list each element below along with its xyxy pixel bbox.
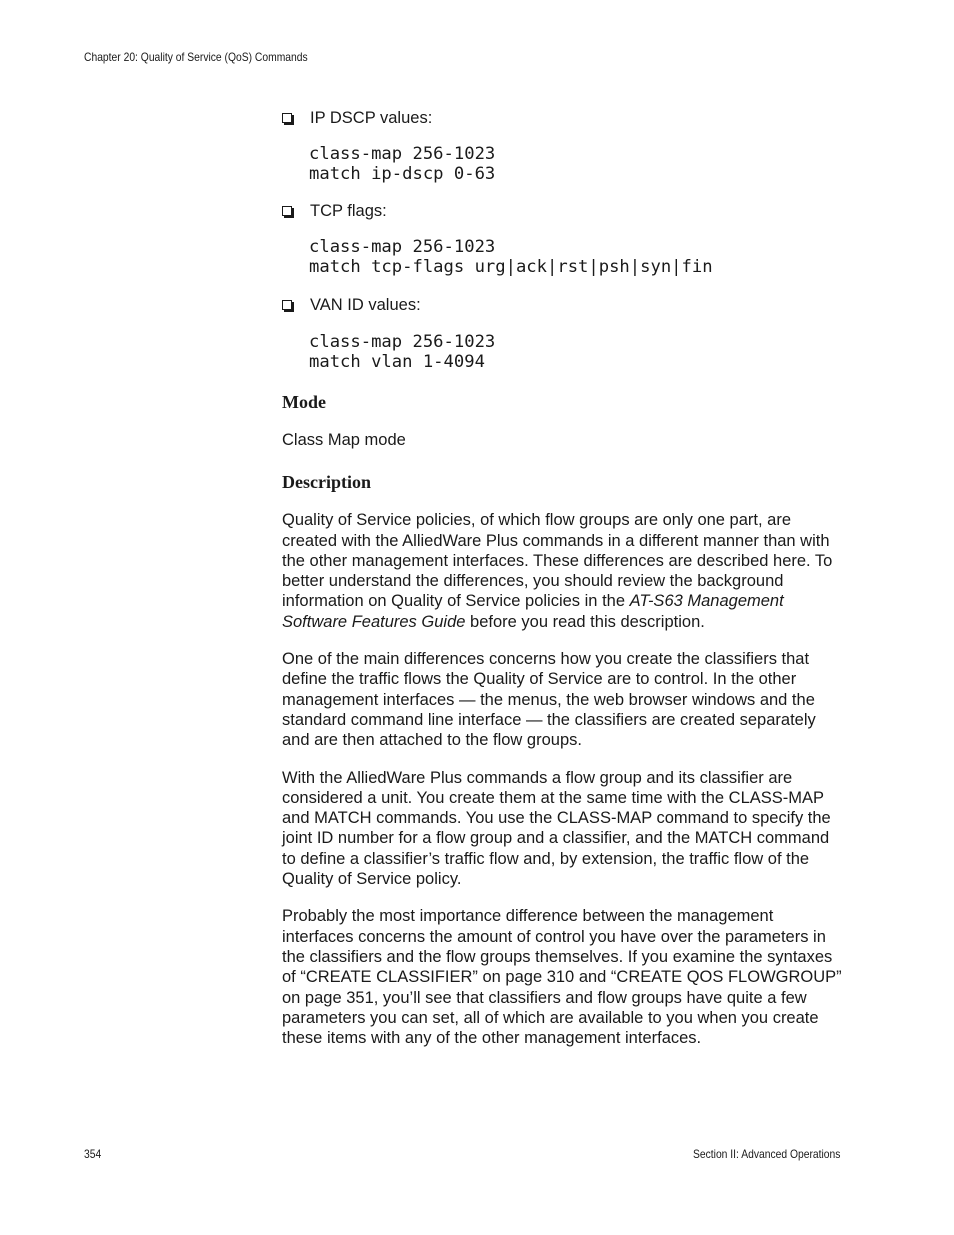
code-line: match ip-dscp 0-63 bbox=[309, 164, 496, 184]
code-block bbox=[309, 237, 842, 277]
guide-title: AT-S63 Management Software Features Guide bbox=[282, 592, 784, 631]
page-number: 354 bbox=[84, 1147, 102, 1161]
checkbox-bullet-icon bbox=[282, 300, 292, 310]
code-line: match vlan 1-4094 bbox=[309, 352, 485, 372]
code-line: match tcp-flags urg|ack|rst|psh|syn|fin bbox=[309, 257, 713, 277]
description-heading: Description bbox=[282, 472, 371, 493]
bullet-tcp-flags bbox=[282, 201, 842, 221]
code-block bbox=[309, 332, 842, 372]
bullet-label: TCP flags: bbox=[310, 202, 387, 220]
checkbox-bullet-icon bbox=[282, 206, 292, 216]
bullet-label: IP DSCP values: bbox=[310, 109, 433, 127]
running-footer: Section II: Advanced Operations bbox=[692, 1147, 840, 1161]
code-block bbox=[309, 144, 842, 184]
code-line: class-map 256-1023 bbox=[309, 144, 496, 164]
bullet-label: VAN ID values: bbox=[310, 296, 421, 314]
code-line: class-map 256-1023 bbox=[309, 332, 496, 352]
checkbox-bullet-icon bbox=[282, 113, 292, 123]
description-paragraph-4: Probably the most importance difference between the management interfaces concerns the amount of control you have over the parameters in the classifiers and the flow groups themselves. If you examine the syntaxes of “CREATE CLASSIFIER” on page 310 and “CREATE QOS FLOWGROUP” on page 351, you’ll see that classifiers and flow groups have quite a few parameters you can set, all of which are available to you when you create these items with any of the other management interfaces. bbox=[282, 907, 842, 1048]
mode-text: Class Map mode bbox=[282, 431, 406, 449]
bullet-vlan-id bbox=[282, 295, 842, 315]
description-paragraph-2: One of the main differences concerns how you create the classifiers that define the traffic flows the Quality of Service are to control. In the other management interfaces — the menus, the web browser windows and the standard command line interface — the classifiers are created separately and are then attached to the flow groups. bbox=[282, 650, 816, 750]
bullet-ip-dscp bbox=[282, 108, 842, 128]
running-header: Chapter 20: Quality of Service (QoS) Commands bbox=[84, 50, 308, 64]
paragraph-text: before you read this description. bbox=[465, 612, 705, 631]
main-content bbox=[282, 108, 842, 1048]
description-paragraph-3: With the AlliedWare Plus commands a flow group and its classifier are considered a unit. You create them at the same time with the CLASS-MAP and MATCH commands. You use the CLASS-MAP command to specify the joint ID number for a flow group and a classifier, and the MATCH command to define a classifier’s traffic flow and, by extension, the traffic flow of the Quality of Service policy. bbox=[282, 768, 831, 889]
description-paragraph-1 bbox=[282, 510, 842, 632]
paragraph-text: Quality of Service policies, of which flow groups are only one part, are created with the AlliedWare Plus commands in a different manner than with the other management interfaces. These differences are described here. To better understand the differences, you should review the background information on Quality of Service policies in the bbox=[282, 511, 833, 611]
code-line: class-map 256-1023 bbox=[309, 237, 496, 257]
mode-heading: Mode bbox=[282, 392, 326, 412]
